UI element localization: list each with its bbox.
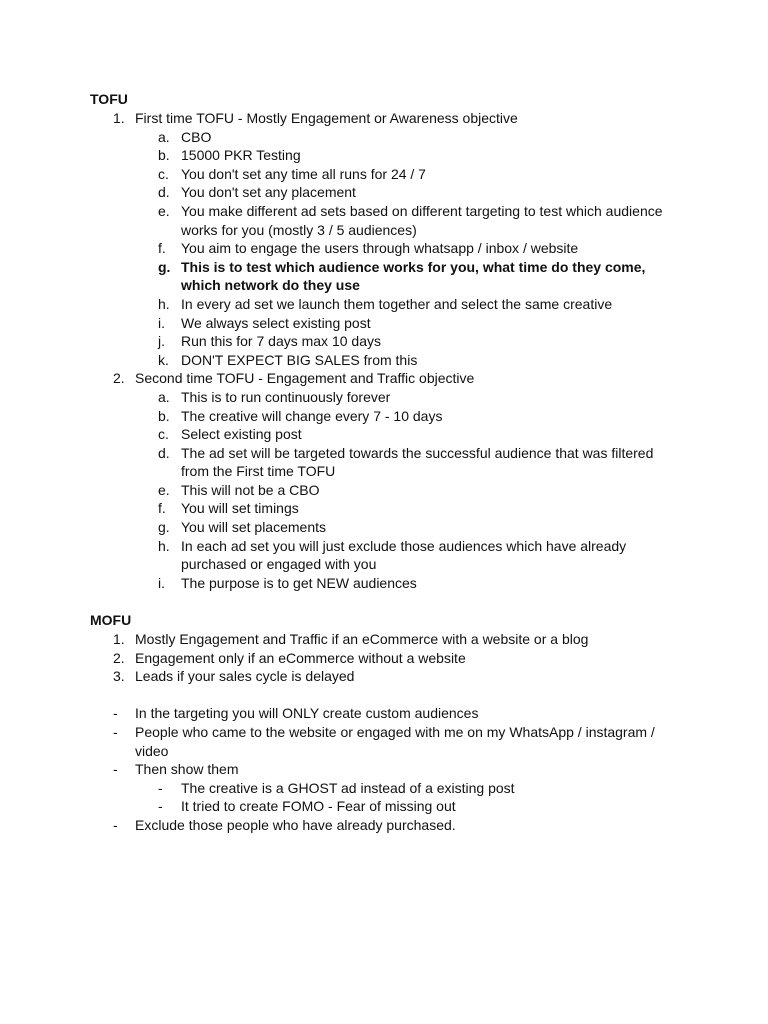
bullet-marker: -	[113, 705, 118, 722]
sub-list-marker: d.	[158, 444, 170, 461]
sub-list-item-text: The ad set will be targeted towards the successful audience that was filtered from the First time TOFU	[181, 444, 654, 480]
list-marker: 2.	[113, 370, 125, 387]
sub-list-marker: b.	[158, 407, 170, 424]
sub-list-marker: i.	[158, 314, 165, 331]
sub-list-item	[0, 165, 768, 184]
sub-list-item-text: This will not be a CBO	[181, 481, 320, 498]
bullet-item	[0, 816, 768, 835]
sub-list-marker: a.	[158, 128, 170, 145]
sub-list-item	[0, 183, 768, 202]
sub-list-item	[0, 499, 768, 518]
sub-list-marker: e.	[158, 481, 170, 498]
sub-bullet-marker: -	[158, 798, 163, 815]
sub-list-item	[0, 314, 768, 333]
sub-list-marker: i.	[158, 574, 165, 591]
sub-list-item-text: You don't set any placement	[181, 184, 356, 201]
sub-list-marker: c.	[158, 165, 169, 182]
list-spacer	[0, 686, 768, 705]
sub-list-item	[0, 351, 768, 370]
document-page	[0, 90, 768, 835]
sub-list-item-text: This is to run continuously forever	[181, 388, 391, 405]
list-marker: 2.	[113, 649, 125, 666]
sub-list-item-text: You will set placements	[181, 519, 327, 536]
bullet-item-text: Then show them	[135, 761, 239, 778]
sub-list-item-text: The creative will change every 7 - 10 days	[181, 407, 443, 424]
sub-list-item-text: In each ad set you will just exclude those audiences which have already purchased or engaged with you	[181, 537, 627, 573]
sub-bullet-marker: -	[158, 779, 163, 796]
sub-list-item	[0, 146, 768, 165]
sub-bullet-item	[0, 797, 768, 816]
sub-bullet-item	[0, 779, 768, 798]
sub-list-item	[0, 128, 768, 147]
sub-list-marker: c.	[158, 426, 169, 443]
sub-list-item	[0, 388, 768, 407]
sub-list-marker: e.	[158, 202, 170, 219]
section-spacer	[0, 592, 768, 611]
list-item-text: Leads if your sales cycle is delayed	[135, 668, 355, 685]
sub-list-marker: f.	[158, 500, 166, 517]
sub-list-item	[0, 295, 768, 314]
sub-list-marker: g.	[158, 258, 171, 275]
bullet-item	[0, 723, 768, 760]
sub-list-item	[0, 481, 768, 500]
sub-bullet-item-text: It tried to create FOMO - Fear of missing out	[181, 798, 456, 815]
sub-list-marker: g.	[158, 519, 170, 536]
sub-list-item-text: In every ad set we launch them together and select the same creative	[181, 295, 613, 312]
sub-list-item-text: This is to test which audience works for you, what time do they come, which network do they use	[181, 258, 646, 294]
bullet-marker: -	[113, 724, 118, 740]
list-item-text: Mostly Engagement and Traffic if an eCommerce with a website or a blog	[135, 631, 589, 648]
sub-list-item-text: Run this for 7 days max 10 days	[181, 333, 381, 350]
sub-list-marker: d.	[158, 184, 170, 201]
sub-list-marker: k.	[158, 351, 169, 368]
sub-list-marker: a.	[158, 388, 170, 405]
list-marker: 1.	[113, 631, 125, 648]
sub-list-item	[0, 332, 768, 351]
sub-list-item-text: CBO	[181, 128, 212, 145]
bullet-item	[0, 704, 768, 723]
list-item-text: Second time TOFU - Engagement and Traffic objective	[135, 370, 475, 387]
bullet-item-text: People who came to the website or engaged with me on my WhatsApp / instagram / video	[135, 724, 655, 759]
list-item	[0, 369, 768, 388]
list-item	[0, 109, 768, 128]
sub-list-item-text: Select existing post	[181, 426, 302, 443]
sub-list-item	[0, 239, 768, 258]
bullet-marker: -	[113, 816, 118, 833]
list-marker: 3.	[113, 668, 125, 685]
sub-list-item-text: You don't set any time all runs for 24 / 7	[181, 165, 426, 182]
sub-list-item-text: You will set timings	[181, 500, 299, 517]
sub-list-item-text: We always select existing post	[181, 314, 371, 331]
sub-list-item-text: 15000 PKR Testing	[181, 147, 301, 164]
sub-list-marker: f.	[158, 240, 166, 257]
sub-list-item-text: You make different ad sets based on different targeting to test which audience works for you (mostly 3 / 5 audiences)	[181, 202, 663, 238]
section-heading-tofu: TOFU	[90, 91, 128, 107]
sub-list-item-text: The purpose is to get NEW audiences	[181, 574, 417, 591]
sub-list-item	[0, 444, 768, 481]
sub-list-item	[0, 407, 768, 426]
sub-list-item	[0, 518, 768, 537]
sub-list-item	[0, 574, 768, 593]
list-item-text: Engagement only if an eCommerce without a website	[135, 649, 466, 666]
sub-list-item-emphasized	[0, 258, 768, 295]
sub-list-item-text: You aim to engage the users through whatsapp / inbox / website	[181, 240, 579, 257]
list-marker: 1.	[113, 110, 125, 126]
sub-list-marker: h.	[158, 537, 170, 554]
sub-bullet-item-text: The creative is a GHOST ad instead of a existing post	[181, 779, 515, 796]
list-item-text: First time TOFU - Mostly Engagement or Awareness objective	[135, 110, 518, 126]
sub-list-item	[0, 537, 768, 574]
sub-list-marker: b.	[158, 147, 170, 164]
section-heading-mofu: MOFU	[90, 612, 132, 629]
list-item	[0, 667, 768, 686]
sub-list-marker: h.	[158, 295, 170, 312]
list-item	[0, 649, 768, 668]
sub-list-marker: j.	[158, 333, 165, 350]
sub-list-item	[0, 425, 768, 444]
bullet-item-text: In the targeting you will ONLY create custom audiences	[135, 705, 479, 722]
bullet-item	[0, 760, 768, 779]
bullet-marker: -	[113, 761, 118, 778]
sub-list-item	[0, 202, 768, 239]
list-item	[0, 630, 768, 649]
bullet-item-text: Exclude those people who have already purchased.	[135, 816, 456, 833]
sub-list-item-text: DON'T EXPECT BIG SALES from this	[181, 351, 418, 368]
